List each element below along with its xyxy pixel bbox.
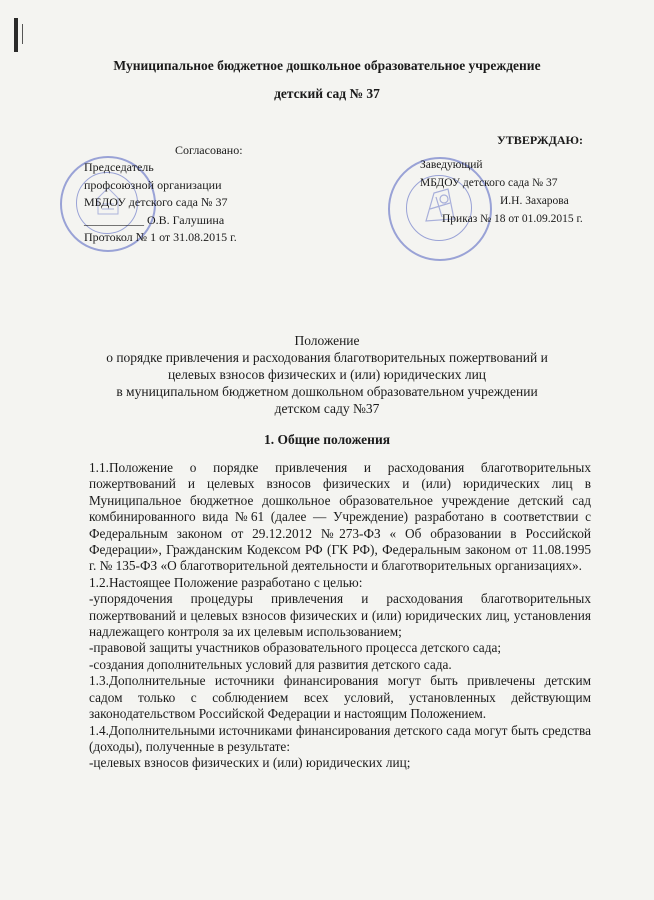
title-line-3: целевых взносов физических и (или) юридических лиц xyxy=(167,367,487,382)
title-line-2: о порядке привлечения и расходования благотворительных пожертвований и xyxy=(106,350,548,365)
paragraph-1-2: 1.2.Настоящее Положение разработано с целью: xyxy=(89,574,363,590)
list-item-contributions: -целевых взносов физических и (или) юридических лиц; xyxy=(89,755,411,771)
agreed-line-4: __________ О.В. Галушина xyxy=(84,212,225,227)
agreed-line-5: Протокол № 1 от 31.08.2015 г. xyxy=(84,230,237,244)
agreed-line-3: МБДОУ детского сада № 37 xyxy=(84,195,228,209)
agreed-line-1: Председатель xyxy=(84,160,154,174)
scan-edge-mark xyxy=(14,18,18,52)
section-heading: 1. Общие положения xyxy=(263,432,391,447)
scan-edge-mark-thin xyxy=(22,24,23,44)
approve-line-2: МБДОУ детского сада № 37 xyxy=(420,177,558,189)
paragraph-1-1: 1.1.Положение о порядке привлечения и расходования благотворительных пожертвований и целевых взносов физических и (или) юридических лиц в Муниципальное бюджетное дошкольное образовательное учреждение детский сад комбинированного вида №61 (далее — Учреждение) разработано в соответствии с Федеральным законом от 29.12.2012 №273-ФЗ « Об образовании в Российской Федерации», Гражданским Кодексом РФ (ГК РФ), Федеральным законом от 11.08.1995 г. № 135-ФЗ «О благотворительной деятельности и благотворительных организациях». xyxy=(89,460,591,574)
paragraph-1-4: 1.4.Дополнительными источниками финансирования детского сада могут быть средства (доходы), полученные в результате: xyxy=(89,722,591,754)
title-line-5: детском саду №37 xyxy=(274,401,380,416)
list-item-protection: -правовой защиты участников образовательного процесса детского сада; xyxy=(89,640,502,656)
list-item-control: -упорядочения процедуры привлечения и расходования благотворительных пожертвований и целевых взносов физических и (или) юридических лиц, установления надлежащего контроля за их целевым использованием; xyxy=(89,591,591,640)
list-item-conditions: -создания дополнительных условий для развития детского сада. xyxy=(89,656,452,672)
agreed-line-2: профсоюзной организации xyxy=(84,177,222,192)
approve-block xyxy=(420,156,583,228)
title-line-1: Положение xyxy=(294,333,360,348)
agreed-block xyxy=(84,159,237,247)
approve-line-4: Приказ № 18 от 01.09.2015 г. xyxy=(442,213,583,225)
approve-label: УТВЕРЖДАЮ: xyxy=(497,133,584,147)
paragraph-1-3: 1.3.Дополнительные источники финансирования могут быть привлечены детским садом только с соблюдением всех условий, установленных действующим законодательством Российской Федерации и настоящим Положением. xyxy=(89,673,591,722)
approve-line-1: Заведующий xyxy=(420,159,483,171)
title-line-4: в муниципальном бюджетном дошкольном образовательном учреждении xyxy=(116,384,538,399)
org-name-line2: детский сад № 37 xyxy=(274,86,380,101)
document-body xyxy=(89,460,591,772)
document-title xyxy=(0,332,654,417)
agreed-label: Согласовано: xyxy=(175,143,243,157)
org-name-line1: Муниципальное бюджетное дошкольное образовательное учреждение xyxy=(113,58,541,73)
approve-line-3: И.Н. Захарова xyxy=(500,195,569,207)
